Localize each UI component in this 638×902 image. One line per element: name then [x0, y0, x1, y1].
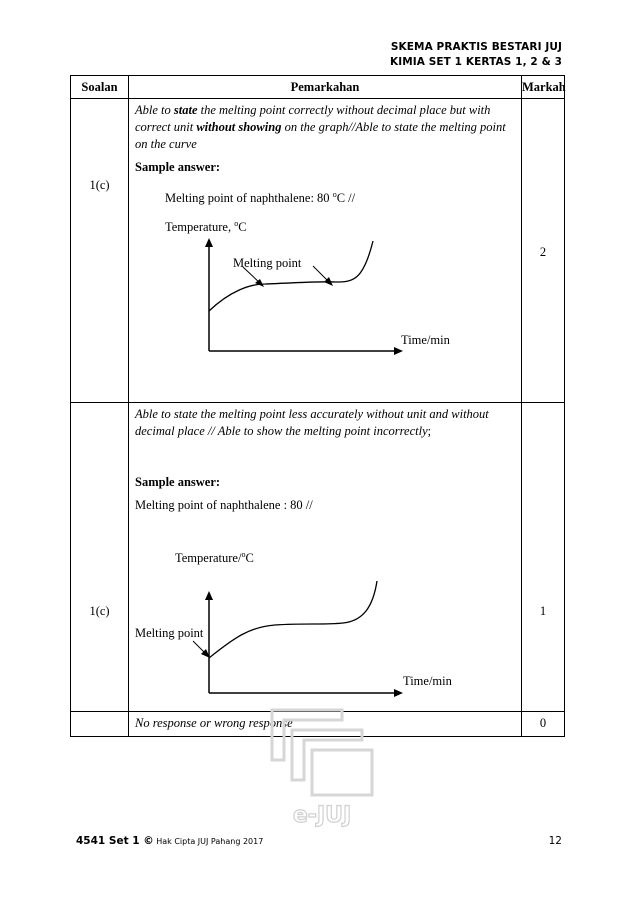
graph-y-label — [175, 546, 515, 567]
x-axis-label: Time/min — [403, 674, 452, 689]
heating-curve — [209, 241, 373, 311]
sample-answer-label: Sample answer: — [135, 475, 221, 489]
marking-scheme-table — [70, 75, 565, 737]
page-number: 12 — [548, 835, 562, 847]
header-subtitle: KIMIA SET 1 KERTAS 1, 2 & 3 — [389, 56, 562, 68]
mark-value: 1 — [539, 604, 547, 618]
y-axis-arrow — [205, 591, 213, 600]
criterion-part: the melting point correctly without decimal place but with correct unit — [135, 103, 491, 134]
question-number: 1(c) — [89, 178, 110, 192]
heating-curve-graph — [135, 567, 515, 697]
mark-value: 0 — [539, 716, 547, 730]
y-label-text: Temperature, — [165, 220, 235, 235]
footer-code: 4541 Set 1 — [76, 835, 144, 847]
watermark-text: e-JUJ — [292, 803, 352, 828]
y-label-unit: C — [238, 220, 247, 235]
copyright-symbol: © — [143, 835, 154, 847]
y-label-text: Temperature/ — [175, 551, 242, 566]
footer — [76, 835, 263, 847]
criterion-emphasis: without showing — [196, 120, 282, 134]
mark-cell — [522, 99, 565, 403]
sample-answer-label: Sample answer: — [135, 160, 221, 174]
e-juj-watermark — [262, 700, 382, 830]
sample-answer — [165, 186, 515, 207]
answer-unit: C // — [336, 191, 356, 206]
criterion-text — [135, 406, 515, 440]
x-axis-arrow — [394, 347, 403, 355]
header-soalan: Soalan — [71, 76, 129, 99]
answer-text: Melting point of naphthalene: 80 — [165, 191, 333, 206]
criterion-emphasis: state — [173, 103, 198, 117]
degree-symbol: o — [241, 550, 246, 559]
document-header — [390, 40, 562, 70]
criterion-part: ; — [427, 424, 432, 438]
scheme-cell — [129, 403, 522, 712]
criterion-text: No response or wrong response — [135, 716, 293, 730]
x-axis-arrow — [394, 689, 403, 697]
question-number: 1(c) — [89, 604, 110, 618]
heating-curve — [209, 581, 377, 658]
table-header-row — [71, 76, 565, 99]
header-markah: Markah — [522, 76, 565, 99]
question-cell — [71, 99, 129, 403]
heating-curve-graph — [135, 236, 515, 361]
criterion-part: Able to state the melting point less accurately without unit and without decimal place // Able to show the melting point incorrectly — [135, 407, 489, 438]
mark-value: 2 — [539, 245, 547, 259]
footer-rights: Hak Cipta JUJ Pahang 2017 — [153, 837, 264, 846]
graph-y-label — [165, 215, 515, 236]
mark-cell — [522, 712, 565, 737]
x-axis-label: Time/min — [401, 333, 450, 348]
question-cell — [71, 403, 129, 712]
header-pemarkahan: Pemarkahan — [129, 76, 522, 99]
criterion-part: on the graph//Able to state the melting point on the curve — [135, 120, 506, 151]
table-row — [71, 99, 565, 403]
scheme-cell — [129, 99, 522, 403]
criterion-text — [135, 102, 515, 153]
table-row — [71, 403, 565, 712]
degree-symbol: o — [234, 219, 239, 229]
criterion-part: Able to — [135, 103, 174, 117]
sample-answer: Melting point of naphthalene : 80 // — [135, 498, 313, 512]
degree-symbol: o — [332, 190, 337, 199]
melting-point-label: Melting point — [233, 256, 302, 271]
y-label-unit: C — [245, 551, 254, 566]
melting-point-label: Melting point — [135, 626, 204, 641]
question-cell — [71, 712, 129, 737]
y-axis-arrow — [205, 238, 213, 247]
header-title: SKEMA PRAKTIS BESTARI JUJ — [390, 41, 562, 53]
mark-cell — [522, 403, 565, 712]
